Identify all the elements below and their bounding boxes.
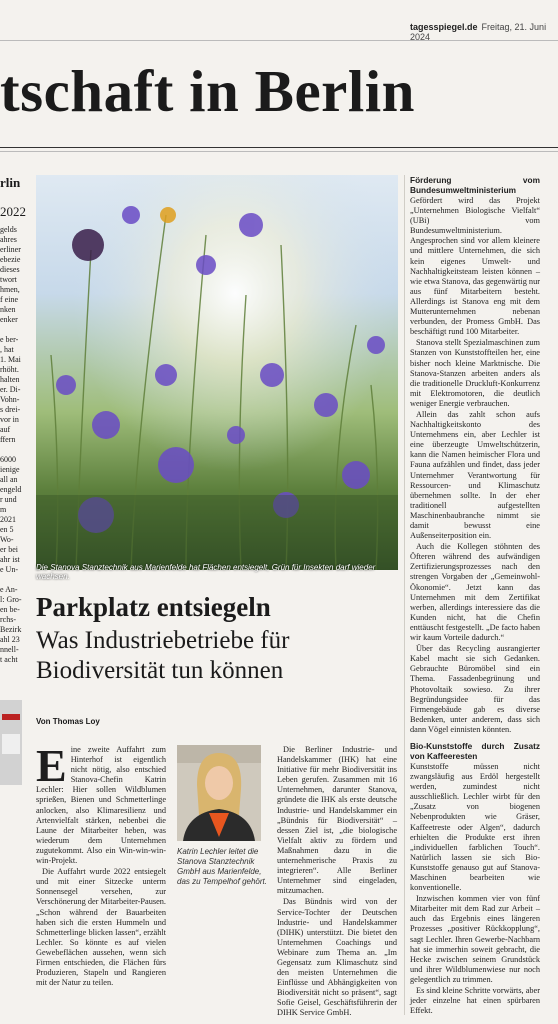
strip-line: ahl 23 [0, 635, 20, 644]
right-paragraph-4: Auch die Kollegen stöhnten des Öfteren während des aufwändigen Zertifizierungsprozesses nach den strengen Vorgaben der „Gemeinwohl-Ökonomie“. Jetzt kann das Unternehmen mit dem Zertifikat werben, allerdings interessiere das die Kunden nicht, hat die Chefin enttäuscht festgestellt. „De facto haben wir kaum Vorteile dadurch.“ [410, 542, 540, 643]
article-subheadline: Was Industriebetriebe für Biodiversität tun können [36, 627, 290, 684]
strip-line [0, 445, 22, 455]
column-divider [404, 175, 405, 1015]
strip-line: en 5 [0, 525, 14, 534]
strip-line: Bezirk [0, 625, 22, 634]
portrait-photo [177, 745, 261, 841]
strip-line: 6000 [0, 455, 16, 464]
right-paragraph-7: Inzwischen kommen vier von fünf Mitarbeiter mit dem Rad zur Arbeit – auch das Ergebnis eines längeren Prozesses „positiver Rückkopplung“, sagt Lechler. Ihren Gewerbe-Nachbarn hat sie immerhin soweit gebracht, die Hecke zwischen seinem Grundstück und ihrer Wildblumenwiese nur noch gelegentlich zu trimmen. [410, 894, 540, 984]
strip-year: 2022 [0, 204, 26, 219]
strip-line: halten [0, 375, 20, 384]
strip-line: nnell- [0, 645, 19, 654]
strip-line: erliner [0, 245, 21, 254]
strip-line: r und [0, 495, 17, 504]
strip-line: rchs- [0, 615, 16, 624]
strip-line: e ber- [0, 335, 19, 344]
site-name: tagesspiegel.de [410, 22, 478, 32]
strip-line [0, 325, 22, 335]
strip-line: hmen, [0, 285, 20, 294]
section-masthead: tschaft in Berlin [0, 58, 415, 124]
strip-line: ahr ist [0, 555, 20, 564]
article-column-2 [277, 745, 397, 1018]
right-paragraph-2: Stanova stellt Spezialmaschinen zum Stanzen von Kunststoffteilen her, eine bisher noch kleine Marktnische. Die Stanova-Stanzen arbeiten anders als die traditionelle Druckluft-Konkurrenz mit Elektromotoren, die deutlich weniger Energie verbrauchen. [410, 338, 540, 408]
strip-line: Wo- [0, 535, 14, 544]
strip-line: e An- [0, 585, 18, 594]
right-paragraph-5: Über das Recycling ausrangierter Kabel macht sie sich Gedanken. Gebrauchte Büromöbel sind ein Thema. Fassadenbegrünung und Photovoltaik sowieso. Zu ihrer Begründungsidee für das Firmengebäude gab es diverse Bedenken, unter anderem, dass sich dann Vögel einnisten könnten. [410, 644, 540, 734]
strip-line: nken [0, 305, 16, 314]
col2-paragraph-2: Das Bündnis wird von der Service-Tochter der Deutschen Industrie- und Handelskammer (DIHK) unterstützt. Die bietet den Unternehmen Coachings und Webinare zum Thema an. „Im Gegensatz zum Klimaschutz sind den meisten Unternehmen die Einflüsse und Abhängigkeiten von Biodiversität nicht so präsent“, sagt Sofie Geisel, Geschäftsführerin der DIHK Service GmbH. [277, 897, 397, 1018]
strip-line: 1. Mai [0, 355, 21, 364]
strip-line: f eine [0, 295, 18, 304]
right-paragraph-8: Es sind kleine Schritte vorwärts, aber jeder einzelne hat einen spürbaren Effekt. [410, 986, 540, 1016]
drop-cap: E [36, 740, 67, 791]
strip-line [0, 575, 22, 585]
strip-line: dieses [0, 265, 20, 274]
strip-line: ffern [0, 435, 16, 444]
strip-line: vor in [0, 415, 19, 424]
strip-line: auf [0, 425, 11, 434]
strip-line: twort [0, 275, 17, 284]
publication-date: Freitag, 21. Juni 2024 [410, 22, 547, 42]
strip-line: er. Di- [0, 385, 21, 394]
right-paragraph-3: Allein das zahlt schon aufs Nachhaltigkeitskonto des Unternehmens ein, aber Lechler ist eine überzeugte Umweltschützerin, kann die Namen heimischer Flora und Fauna aufzählen und findet, dass jeder Unternehmer Verantwortung für Ressourcen- und Klimaschutz übernehmen sollte. In der eher traditionell aufgestellten Maschinenbaubranche nimmt sie damit bewusst eine Außenseiterposition ein. [410, 409, 540, 541]
site-header [410, 22, 558, 42]
masthead-rule-thin [0, 151, 558, 152]
strip-line: m 2021 [0, 505, 16, 524]
strip-thumbnail [0, 700, 22, 785]
strip-line: s drei- [0, 405, 21, 414]
right-subhead-2: Bio-Kunststoffe durch Zusatz von Kaffeeresten [410, 740, 540, 761]
right-paragraph-6: Kunststoffe müssen nicht zwangsläufig aus Erdöl hergestellt werden, zumindest nicht ausschließlich. Lechler wirbt für den „Zusatz von biogenen Nebenprodukten wie Gräser, Kaffeetreste oder Algen“, dadurch erhielten die Produkte erst ihren „individuellen farblichen Touch“. Natürlich lassen sie sich Bio-Kunststoffe genauso gut auf Stanova-Maschinen bearbeiten wie konventionelle. [410, 761, 540, 893]
col2-paragraph-1: Die Berliner Industrie- und Handelskammer (IHK) hat eine Initiative für mehr Biodiversität ins Leben gerufen. Zusammen mit 16 Unternehmen, darunter Stanova, gründete die IHK als erste deutsche Industrie- und Handelskammer ein „Bündnis für Biodiversität“ – dessen Ziel ist, „die biologische Vielfalt aktiv zu fördern und Maßnahmen dazu in die unternehmerische Praxis zu integrieren“. Alle Berliner Unternehmer sind eingeladen, mitzumachen. [277, 745, 397, 896]
strip-line: ahres [0, 235, 17, 244]
photo-caption: Die Stanova Stanztechnik aus Marienfelde hat Flächen entsiegelt, Grün für Insekten darf wieder wachsen. [36, 563, 376, 581]
portrait-caption: Katrin Lechler leitet die Stanova Stanztechnik GmbH aus Marienfelde, das zu Tempelhof gehört. [177, 847, 267, 886]
strip-line: t acht [0, 655, 18, 664]
masthead-rule [0, 147, 558, 148]
wildflower-photo [36, 175, 398, 570]
col1-paragraph-2: Die Auffahrt wurde 2022 entsiegelt und mit einer Sitzecke unterm Sonnensegel versehen, zur Verschönerung der Mitarbeiter-Pausen. „Schon während der Bauarbeiten haben sich die ersten Hummeln und Schmetterlinge blicken lassen“, erzählt Lechler. So könnte es auf vielen Gewebeflächen aussehen, wenn sich Firmen entschieden, die Flächen fürs Produzieren, Stapeln und Rangieren mit der Natur zu teilen. [36, 867, 167, 988]
strip-line: ienige [0, 465, 20, 474]
strip-line: rhöht. [0, 365, 19, 374]
strip-line: l: Gro- [0, 595, 22, 604]
strip-line: Vohn- [0, 395, 20, 404]
strip-line: e Un- [0, 565, 18, 574]
col1-paragraph-1: ine zweite Auffahrt zum Hinterhof ist eigentlich nicht nötig, also entschied Stanova-Chefin Katrin Lechler: Hier sollen Wildblumen sprießen, Bienen und Schmetterlinge anlocken, also Klimaresilienz und Artenvielfalt stärken, nebenbei die Laune der Mitarbeiter heben, was wiederum dem Unternehmen zugutekommt. Also ein Win-win-win-win-Projekt. [36, 745, 166, 866]
strip-line: , hat [0, 345, 14, 354]
header-rule [0, 40, 558, 41]
article-column-1 [36, 740, 167, 1015]
strip-title: rlin [0, 175, 21, 190]
strip-line: ebezie [0, 255, 21, 264]
strip-text [0, 225, 22, 665]
article-headline: Parkplatz entsiegeln [36, 592, 271, 622]
article-author: Von Thomas Loy [36, 717, 100, 726]
strip-line: enker [0, 315, 18, 324]
adjacent-article-strip [0, 175, 26, 665]
strip-line: engeld [0, 485, 22, 494]
right-paragraph-1: Gefördert wird das Projekt „Unternehmen Biologische Vielfalt“ (UBi) vom Bundesumweltministerium. Angesprochen sind vor allem kleinere und mittlere Unternehmen, die sich kein eigenes Umwelt- und Nachhaltigkeitsteam leisten können – wie etwa Stanova, das gegenwärtig nur aus fünf Mitarbeitern besteht. Allerdings ist Stanova eng mit dem Mutterunternehmen nebenan verbunden, der Promess GmbH. Das beschäftigt rund 100 Mitarbeiter. [410, 196, 540, 337]
strip-line: gelds [0, 225, 17, 234]
article-column-right [410, 175, 540, 1015]
strip-line: er bei [0, 545, 18, 554]
strip-line: en be- [0, 605, 20, 614]
right-subhead-1: Förderung vom Bundesumweltministerium [410, 175, 540, 195]
strip-line: all an [0, 475, 18, 484]
